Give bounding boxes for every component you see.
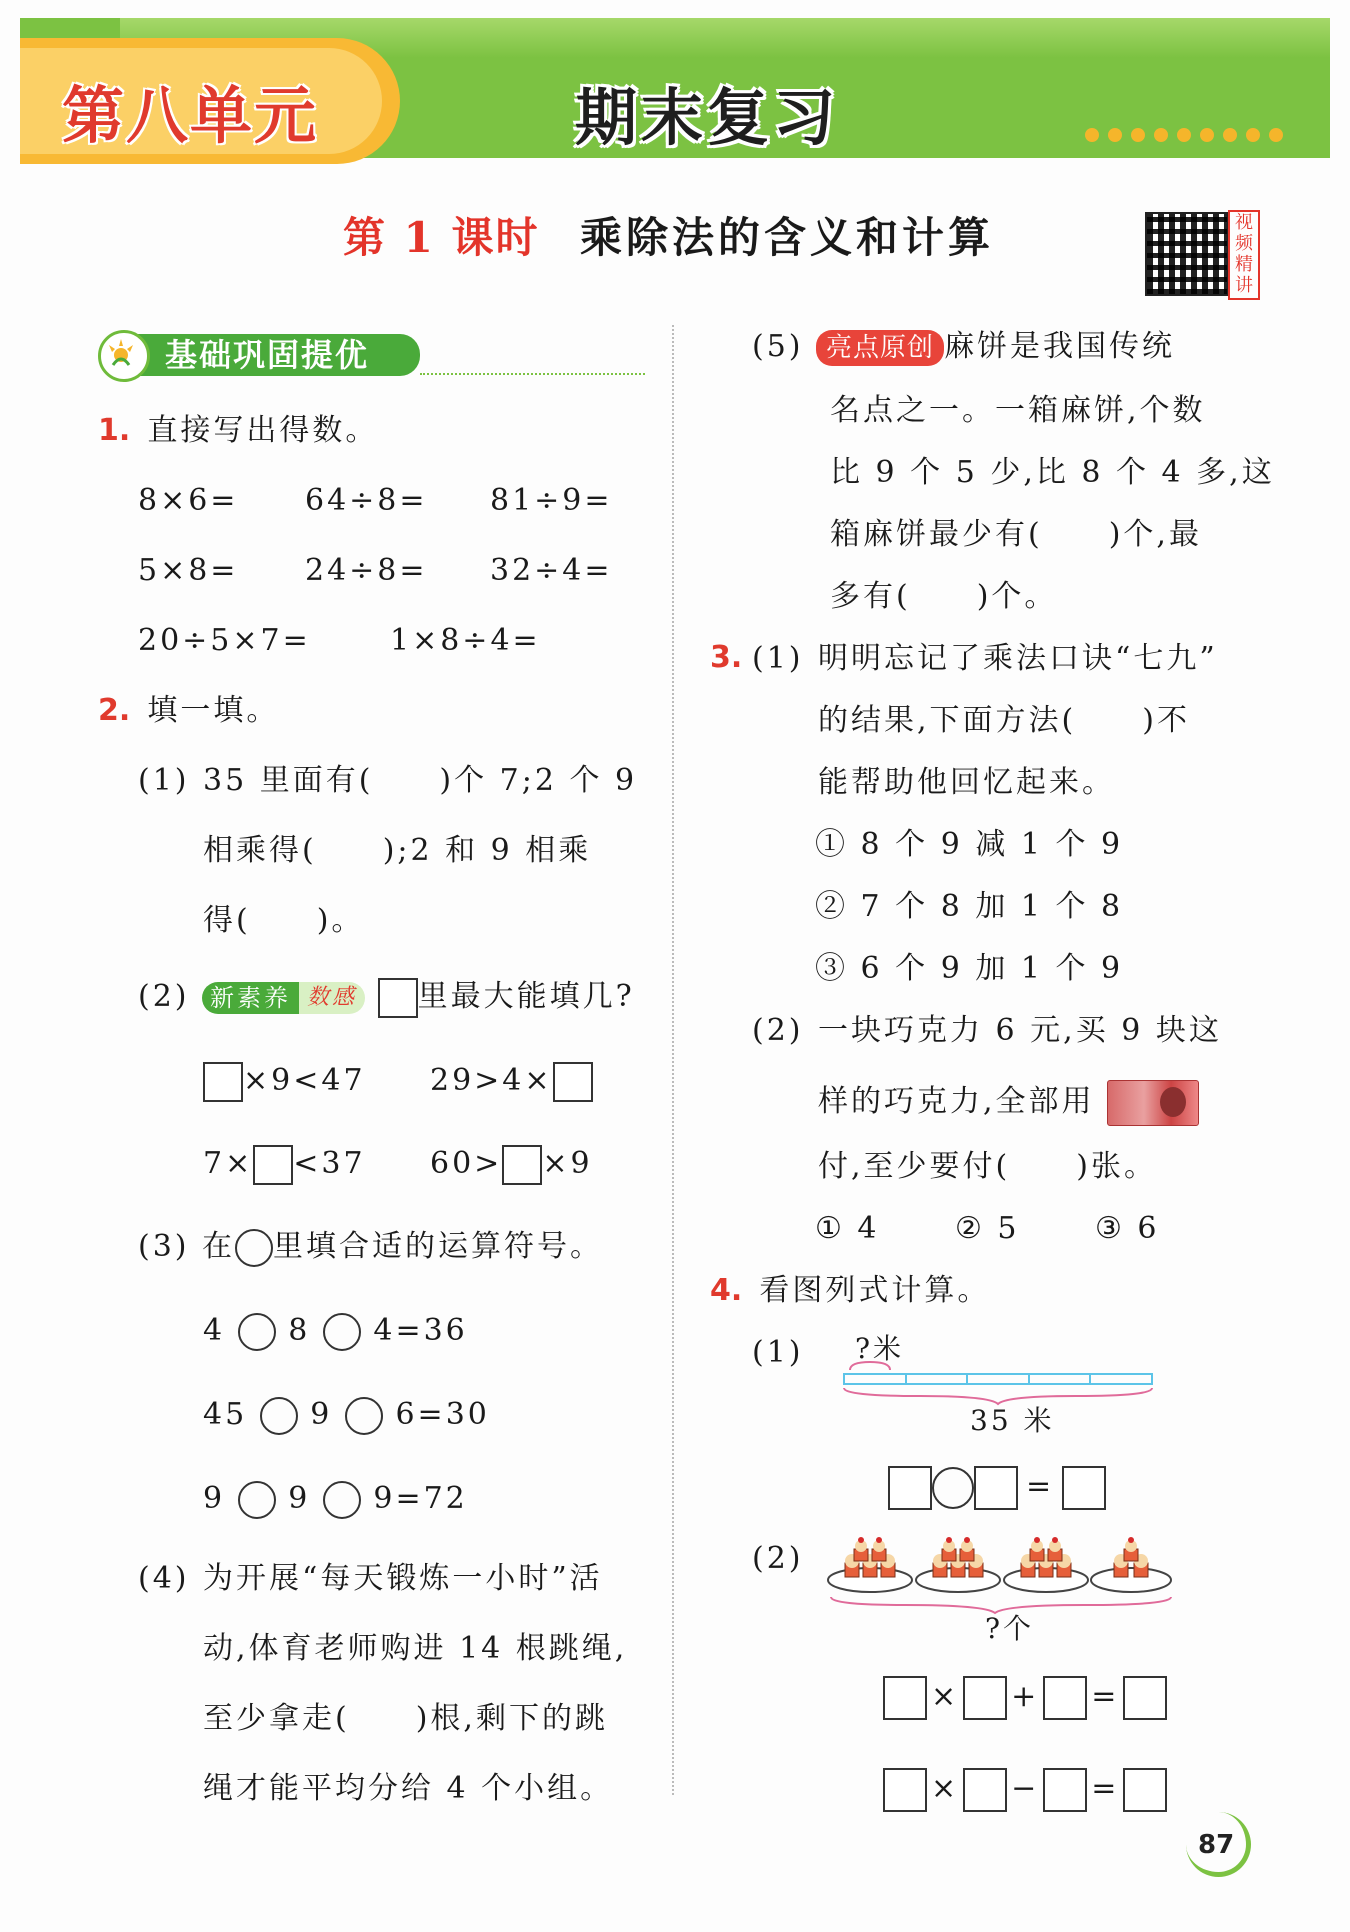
q2-p2-expr: [203, 1145, 366, 1185]
q4-p1-number: (1): [752, 1335, 804, 1370]
q3-p2-option[interactable]: ① 4: [815, 1211, 880, 1246]
qr-code-icon[interactable]: [1145, 212, 1229, 296]
q2-p2-expr: [430, 1145, 593, 1185]
q2-p1-line: 相乘得( );2 和 9 相乘: [203, 833, 592, 868]
q2-p5-line: 箱麻饼最少有( )个,最: [830, 517, 1202, 552]
q2-p3-expr: [203, 1396, 490, 1435]
times-sign: ×: [931, 1679, 960, 1714]
q4-p2-equation-1: [883, 1676, 1167, 1720]
answer-box[interactable]: [253, 1145, 293, 1185]
q3-p1-option[interactable]: ③ 6 个 9 加 1 个 9: [815, 951, 1124, 986]
q1-item: 1×8÷4=: [390, 623, 541, 658]
section-line: [420, 373, 645, 375]
operand: 8: [288, 1313, 311, 1348]
q4-p2-bottom-label: ?个: [985, 1612, 1035, 1645]
q2-p1-line: 35 里面有( )个 7;2 个 9: [203, 763, 638, 798]
q2-p3-expr: [203, 1312, 468, 1351]
q2-p4-line: 为开展“每天锻炼一小时”活: [203, 1561, 603, 1596]
q2-p5-line: 名点之一。一箱麻饼,个数: [830, 393, 1206, 428]
operator-circle[interactable]: [238, 1313, 276, 1351]
q2-p1-number: (1): [138, 763, 190, 798]
q3-p2-number: (2): [752, 1013, 804, 1048]
q3-p2-option[interactable]: ③ 6: [1095, 1211, 1160, 1246]
plus-sign: +: [1011, 1679, 1040, 1714]
q2-p2-expr: [430, 1062, 593, 1102]
q2-p5-number: (5): [752, 329, 804, 364]
operator-circle[interactable]: [323, 1481, 361, 1519]
operand: 9: [288, 1481, 311, 1516]
answer-box[interactable]: [1062, 1466, 1106, 1510]
q3-p1-option[interactable]: ① 8 个 9 减 1 个 9: [815, 827, 1124, 862]
operand: 6=30: [395, 1397, 490, 1432]
operand: 45: [203, 1397, 248, 1432]
section-title: 基础巩固提优: [165, 336, 370, 374]
operator-circle[interactable]: [323, 1313, 361, 1351]
column-divider: [672, 325, 674, 1795]
q2-heading: [98, 692, 279, 730]
answer-box[interactable]: [502, 1145, 542, 1185]
q2-p3-text: 里填合适的运算符号。: [273, 1229, 604, 1264]
expr-text: 29>4×: [430, 1063, 553, 1098]
answer-box[interactable]: [888, 1466, 932, 1510]
minus-sign: −: [1011, 1771, 1040, 1806]
q1-prompt: 直接写出得数。: [147, 413, 379, 448]
operand: 9: [203, 1481, 226, 1516]
lesson-number: 第 1 课时: [343, 213, 540, 262]
q3-p2-line: 付,至少要付( )张。: [818, 1149, 1157, 1184]
operator-circle[interactable]: [932, 1467, 974, 1509]
expr-text: ×9<47: [243, 1063, 366, 1098]
cupcake-plates-icon: [825, 1535, 1175, 1615]
answer-box[interactable]: [963, 1768, 1007, 1812]
q2-p2-line: [138, 978, 635, 1018]
equals-sign: =: [1091, 1771, 1120, 1806]
q1-item: 20÷5×7=: [138, 623, 311, 658]
q1-item: 32÷4=: [490, 553, 613, 588]
circle-blank: [235, 1229, 273, 1267]
q3-p1-option[interactable]: ② 7 个 8 加 1 个 8: [815, 889, 1124, 924]
operand: 9: [310, 1397, 333, 1432]
answer-box[interactable]: [974, 1466, 1018, 1510]
q4-p1-equation: [888, 1466, 1106, 1510]
answer-box[interactable]: [203, 1062, 243, 1102]
q2-p3-expr: [203, 1480, 468, 1519]
q2-p5-line: 比 9 个 5 少,比 8 个 4 多,这: [830, 455, 1275, 490]
q4-p2-equation-2: [883, 1768, 1167, 1812]
equals-sign: =: [1026, 1469, 1055, 1504]
q4-p2-number: (2): [752, 1541, 804, 1576]
answer-box[interactable]: [1043, 1768, 1087, 1812]
q4-p1-bottom-label: 35 米: [970, 1404, 1055, 1437]
q3-number: 3.: [710, 640, 743, 675]
q2-p3-pre: 在: [202, 1229, 236, 1264]
number-sense-tag: 数感: [299, 982, 365, 1014]
q3-p2-option[interactable]: ② 5: [955, 1211, 1020, 1246]
q2-p5-line: 多有( )个。: [830, 579, 1058, 614]
q1-item: 81÷9=: [490, 483, 613, 518]
q2-p2-text: 里最大能填几?: [417, 979, 635, 1014]
q2-p2-number: (2): [138, 979, 190, 1014]
operator-circle[interactable]: [345, 1397, 383, 1435]
q2-number: 2.: [98, 693, 131, 728]
q3-p1-line: 的结果,下面方法( )不: [818, 703, 1190, 738]
qr-label: 视频精讲: [1228, 210, 1260, 300]
q1-item: 5×8=: [138, 553, 239, 588]
answer-box[interactable]: [883, 1768, 927, 1812]
q1-item: 24÷8=: [305, 553, 428, 588]
q2-p5-line: [752, 328, 1175, 366]
operand: 4=36: [373, 1313, 468, 1348]
answer-box[interactable]: [1123, 1768, 1167, 1812]
unit-title: 第八单元: [62, 79, 319, 152]
q3-p2-text: 样的巧克力,全部用: [818, 1084, 1095, 1119]
answer-box[interactable]: [553, 1062, 593, 1102]
expr-text: 7×: [203, 1146, 254, 1181]
operand: 4: [203, 1313, 226, 1348]
lesson-title: 乘除法的含义和计算: [580, 213, 995, 262]
q4-prompt: 看图列式计算。: [759, 1273, 991, 1308]
q2-p4-number: (4): [138, 1561, 190, 1596]
q2-p5-text: 麻饼是我国传统: [944, 329, 1176, 364]
answer-box[interactable]: [1043, 1676, 1087, 1720]
chapter-title: 期末复习: [575, 81, 840, 154]
expr-text: 60>: [430, 1146, 503, 1181]
q3-p1-line: 能帮助他回忆起来。: [818, 765, 1115, 800]
answer-box[interactable]: [883, 1676, 927, 1720]
q1-item: 8×6=: [138, 483, 239, 518]
answer-box[interactable]: [963, 1676, 1007, 1720]
q4-heading: [710, 1272, 990, 1310]
answer-box[interactable]: [378, 978, 418, 1018]
highlight-original-tag: 亮点原创: [816, 330, 944, 366]
q4-number: 4.: [710, 1273, 743, 1308]
q3-p2-line: 一块巧克力 6 元,买 9 块这: [818, 1013, 1222, 1048]
q3-p1-number: (1): [752, 641, 804, 676]
operand: 9=72: [373, 1481, 468, 1516]
q4-p1-top-label: ?米: [855, 1332, 905, 1365]
q2-p4-line: 动,体育老师购进 14 根跳绳,: [203, 1631, 628, 1666]
q3-p1-line: 明明忘记了乘法口诀“七九”: [818, 641, 1218, 676]
answer-box[interactable]: [1123, 1676, 1167, 1720]
q2-p3-number: (3): [138, 1229, 190, 1264]
times-sign: ×: [931, 1771, 960, 1806]
q2-p4-line: 绳才能平均分给 4 个小组。: [203, 1771, 614, 1806]
q2-prompt: 填一填。: [147, 693, 280, 728]
operator-circle[interactable]: [238, 1481, 276, 1519]
q3-p2-line: [818, 1080, 1199, 1126]
leaf-icon: [98, 330, 150, 382]
decorative-dots: [1085, 128, 1283, 142]
new-literacy-tag: 新素养: [202, 982, 299, 1014]
q1-number: 1.: [98, 413, 131, 448]
q2-p2-expr: [203, 1062, 366, 1102]
equals-sign: =: [1091, 1679, 1120, 1714]
banknote-icon: [1107, 1080, 1199, 1126]
expr-text: <37: [293, 1146, 366, 1181]
q2-p4-line: 至少拿走( )根,剩下的跳: [203, 1701, 608, 1736]
page-number: 87: [1198, 1830, 1235, 1860]
q3-number-wrap: [710, 640, 742, 675]
q2-p1-line: 得( )。: [203, 903, 365, 938]
expr-text: ×9: [542, 1146, 593, 1181]
operator-circle[interactable]: [260, 1397, 298, 1435]
q2-p3-line: [138, 1228, 603, 1267]
q1-item: 64÷8=: [305, 483, 428, 518]
q1-heading: [98, 412, 378, 450]
